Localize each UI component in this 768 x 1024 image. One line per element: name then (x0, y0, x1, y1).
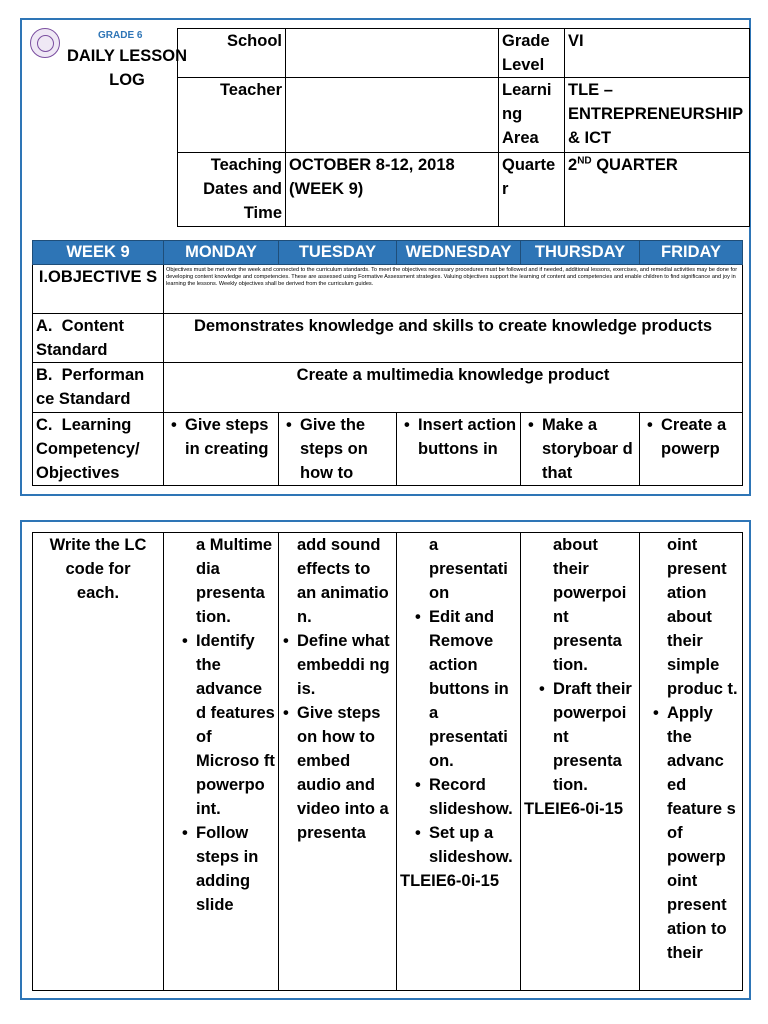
teaching-dates-value: OCTOBER 8-12, 2018 (WEEK 9) (286, 153, 499, 227)
performance-standard-label: B. Performan ce Standard (33, 363, 164, 413)
deped-seal-icon (30, 28, 60, 58)
content-standard-value: Demonstrates knowledge and skills to create knowledge products (164, 314, 743, 363)
col-thursday: THURSDAY (521, 241, 640, 265)
col-monday: MONDAY (164, 241, 279, 265)
col-wednesday: WEDNESDAY (397, 241, 521, 265)
content-standard-label: A. Content Standard (33, 314, 164, 363)
school-label: School (178, 29, 286, 78)
log-title: DAILY LESSON LOG (66, 47, 188, 89)
col-week: WEEK 9 (33, 241, 164, 265)
grade-level-label: Grade Level (499, 29, 565, 78)
lesson-table-page2 (32, 532, 743, 991)
teaching-dates-label: Teaching Dates and Time (178, 153, 286, 227)
school-value (286, 29, 499, 78)
lc-code-note: Write the LC code for each. (33, 533, 164, 991)
competency-tuesday: • Give the steps on how to (279, 413, 397, 486)
objectives-note: Objectives must be met over the week and connected to the curriculum standards. To meet the objectives necessary procedures must be followed and if needed, additional lessons, exercises, and remedial activities may be done for developing content knowledge and competencies. These are assessed using Formative Assessment strategies. Valuing objectives support the learning of content and competencies and enable children to find significance and joy in learning the lessons. Weekly objectives shall be derived from the curriculum guides. (164, 265, 743, 314)
competency-wednesday: • Insert action buttons in (397, 413, 521, 486)
quarter-value: 2ND QUARTER (565, 153, 750, 227)
competency-thursday: • Make a storyboar d that (521, 413, 640, 486)
competency-wednesday-cont: a presentati on • Edit and Remove action buttons in a presentati on. • Record slideshow. • Set up a slideshow. TLEIE6-0i-15 (397, 533, 521, 991)
learning-area-value: TLE – ENTREPRENEURSHIP & ICT (565, 78, 750, 153)
competency-friday-cont: oint present ation about their simple produc t. • Apply the advanc ed feature s of powerp oint present ation to their (640, 533, 743, 991)
teacher-value (286, 78, 499, 153)
grade-level-value: VI (565, 29, 750, 78)
teacher-label: Teacher (178, 78, 286, 153)
competency-monday: • Give steps in creating (164, 413, 279, 486)
header-table (177, 28, 750, 227)
competency-friday: • Create a powerp (640, 413, 743, 486)
col-tuesday: TUESDAY (279, 241, 397, 265)
competency-monday-cont: a Multime dia presenta tion. • Identify the advance d features of Microso ft powerpo int. • Follow steps in adding slide (164, 533, 279, 991)
performance-standard-value: Create a multimedia knowledge product (164, 363, 743, 413)
competency-thursday-cont: about their powerpoi nt presenta tion. • Draft their powerpoi nt presenta tion. TLEIE6-0i-15 (521, 533, 640, 991)
competency-tuesday-cont: add sound effects to an animatio n. • Define what embeddi ng is. • Give steps on how to embed audio and video into a presenta (279, 533, 397, 991)
quarter-label: Quarte r (499, 153, 565, 227)
competency-label: C. Learning Competency/ Objectives (33, 413, 164, 486)
page-1 (20, 18, 751, 496)
objectives-label: I.OBJECTIVE S (33, 265, 164, 314)
page-2 (20, 520, 751, 1000)
learning-area-label: Learni ng Area (499, 78, 565, 153)
grade-label: GRADE 6 (98, 30, 143, 41)
col-friday: FRIDAY (640, 241, 743, 265)
lesson-table-page1 (32, 240, 743, 486)
